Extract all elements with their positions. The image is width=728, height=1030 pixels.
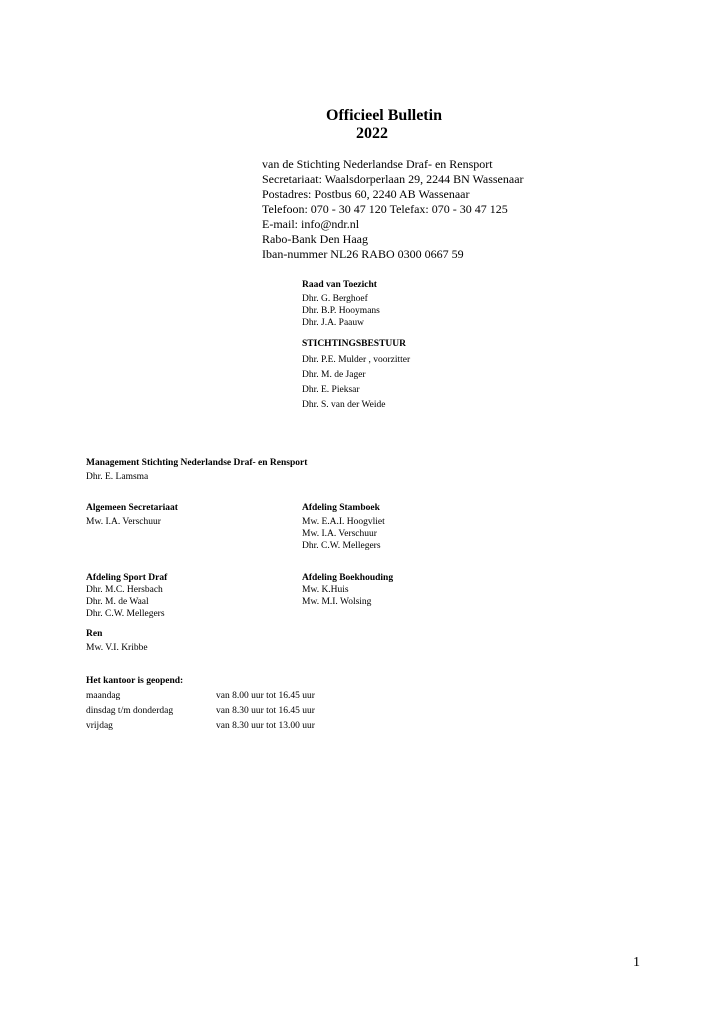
member-name: Dhr. S. van der Weide (302, 400, 386, 410)
office-hours-time: van 8.30 uur tot 16.45 uur (216, 706, 315, 716)
office-hours-heading: Het kantoor is geopend: (86, 676, 184, 686)
office-hours-time: van 8.00 uur tot 16.45 uur (216, 691, 315, 701)
member-name: Dhr. M. de Jager (302, 370, 366, 380)
org-email: E-mail: info@ndr.nl (262, 217, 360, 231)
section-heading: Ren (86, 629, 103, 639)
ren-section (86, 628, 148, 654)
member-name: Dhr. J.A. Paauw (302, 318, 365, 328)
bulletin-year: 2022 (356, 125, 388, 142)
organization-info (262, 157, 524, 262)
algemeen-secretariaat-section (86, 502, 178, 528)
member-name: Mw. I.A. Verschuur (86, 517, 161, 527)
member-name: Dhr. M.C. Hersbach (86, 585, 163, 595)
page-number: 1 (633, 955, 640, 970)
org-line: Iban-nummer NL26 RABO 0300 0667 59 (262, 247, 464, 261)
member-name: Dhr. B.P. Hooymans (302, 306, 380, 316)
member-name: Dhr. M. de Waal (86, 597, 149, 607)
office-hours-day: dinsdag t/m donderdag (86, 706, 174, 716)
office-hours-day: maandag (86, 691, 121, 701)
raad-van-toezicht-section (302, 279, 380, 329)
afdeling-boekhouding-section (302, 572, 393, 608)
org-line: Secretariaat: Waalsdorperlaan 29, 2244 BN Wassenaar (262, 172, 524, 186)
section-heading: Afdeling Boekhouding (302, 573, 394, 583)
member-name: Dhr. E. Lamsma (86, 472, 149, 482)
org-line: Rabo-Bank Den Haag (262, 232, 368, 246)
member-name: Dhr. C.W. Mellegers (302, 541, 381, 551)
member-name: Dhr. C.W. Mellegers (86, 609, 165, 619)
section-heading: Afdeling Stamboek (302, 503, 380, 513)
org-line: van de Stichting Nederlandse Draf- en Rensport (262, 157, 493, 171)
stichtingsbestuur-section (302, 338, 410, 413)
org-line: Telefoon: 070 - 30 47 120 Telefax: 070 - 30 47 125 (262, 202, 508, 216)
section-heading: STICHTINGSBESTUUR (302, 339, 407, 349)
member-name: Dhr. P.E. Mulder , voorzitter (302, 355, 411, 365)
member-name: Dhr. G. Berghoef (302, 294, 368, 304)
member-name: Mw. I.A. Verschuur (302, 529, 377, 539)
office-hours-day: vrijdag (86, 721, 113, 731)
org-line: Postadres: Postbus 60, 2240 AB Wassenaar (262, 187, 470, 201)
afdeling-sport-draf-section (86, 572, 167, 620)
member-name: Dhr. E. Pieksar (302, 385, 360, 395)
section-heading: Algemeen Secretariaat (86, 503, 178, 513)
office-hours-time: van 8.30 uur tot 13.00 uur (216, 721, 315, 731)
bulletin-title: Officieel Bulletin (326, 107, 442, 124)
member-name: Mw. M.I. Wolsing (302, 597, 372, 607)
management-section (86, 457, 307, 483)
afdeling-stamboek-section (302, 502, 385, 552)
section-heading: Raad van Toezicht (302, 280, 377, 290)
member-name: Mw. E.A.I. Hoogvliet (302, 517, 385, 527)
member-name: Mw. K.Huis (302, 585, 349, 595)
section-heading: Afdeling Sport Draf (86, 573, 168, 583)
section-heading: Management Stichting Nederlandse Draf- en Rensport (86, 458, 308, 468)
member-name: Mw. V.I. Kribbe (86, 643, 148, 653)
